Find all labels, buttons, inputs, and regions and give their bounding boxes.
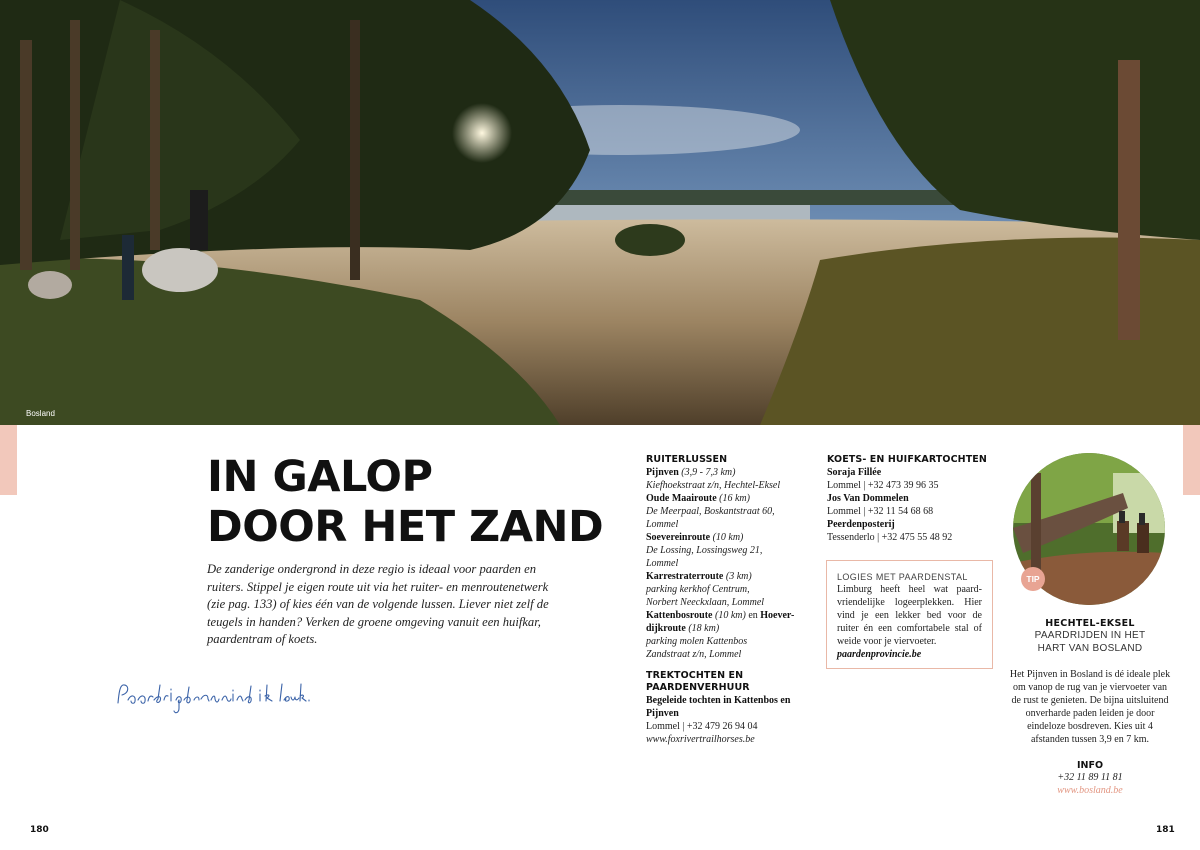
intro-paragraph: De zanderige ondergrond in deze regio is ideaal voor paarden en ruiters. Stippel je eigen route uit via het ruiter- en menroutenetwerk (zie pag. 133) of kies één van de volgende lussen. Liever niet zelf de teugels in handen? Verken de groene omgeving vanuit een huifkar, paardentram of koets. [207, 562, 549, 646]
route-address: Norbert Neeckxlaan, Lommel [646, 597, 765, 608]
tip-info-heading: INFO [1076, 760, 1104, 771]
route-address: Lommel [646, 519, 679, 530]
route-address: De Lossing, Lossingsweg 21, [646, 545, 763, 556]
trektochten-heading-1: TREKTOCHTEN EN [646, 670, 744, 681]
trektochten-heading-2: PAARDENVERHUUR [646, 682, 750, 693]
route-distance: (10 km) [714, 610, 746, 621]
route-distance: (3,9 - 7,3 km) [681, 467, 736, 478]
logies-box [826, 560, 993, 669]
left-edge-tab [0, 425, 17, 495]
koets-item [827, 466, 997, 492]
right-edge-tab [1183, 425, 1200, 495]
koets-item [827, 492, 997, 518]
logies-text: Limburg heeft heel wat paardvriendelijke logeerplekken. Hier vind je een lekker bed voor de ruiter én een comfortabele stal of weide voor je viervoeter. [837, 584, 982, 647]
route-address: parking molen Kattenbos [646, 636, 748, 647]
route-distance: (16 km) [719, 493, 750, 504]
headline-line-1: IN GALOP [207, 452, 433, 502]
route-name: Pijnven [646, 467, 679, 478]
route-name: Karrestraterroute [646, 571, 724, 582]
route-name: Kattenbosroute [646, 610, 713, 621]
koets-item [827, 518, 997, 544]
trektochten-name-2: Pijnven [646, 708, 679, 719]
route-item [646, 570, 816, 609]
page-number-right: 181 [1156, 825, 1175, 835]
koets-name: Jos Van Dommelen [827, 493, 909, 504]
logies-link[interactable]: paardenprovincie.be [837, 649, 922, 660]
handwritten-note [114, 676, 394, 716]
tip-title: HECHTEL-EKSEL [1045, 618, 1135, 629]
trektochten-website[interactable]: www.foxrivertrailhorses.be [646, 734, 755, 745]
trektochten-contact: Lommel | +32 479 26 94 04 [646, 721, 758, 732]
route-name: Oude Maairoute [646, 493, 717, 504]
koets-contact: Tessenderlo | +32 475 55 48 92 [827, 532, 953, 543]
tip-website[interactable]: www.bosland.be [1057, 785, 1123, 796]
tip-text: Het Pijnven in Bosland is dé ideale plek om vanop de rug van je viervoeter van de rust te genieten. De bijna uitsluitend onverharde paden leiden je door eindeloze bosdreven. Kies uit 4 afstanden tussen 3,9 en 7 km. [1009, 669, 1171, 745]
route-distance: (10 km) [712, 532, 744, 543]
route-item [646, 466, 816, 492]
route-and: en [748, 610, 758, 621]
route-name-2a: Hoever- [760, 610, 795, 621]
photo-caption: Bosland [26, 409, 55, 418]
route-name-2b: dijkroute [646, 623, 686, 634]
trektochten-name-1: Begeleide tochten in Kattenbos en [646, 695, 791, 706]
route-distance-2: (18 km) [688, 623, 720, 634]
koets-name: Soraja Fillée [827, 467, 882, 478]
headline [207, 452, 604, 552]
tip-phone: +32 11 89 11 81 [1057, 772, 1123, 783]
route-item [646, 492, 816, 531]
route-address: De Meerpaal, Boskantstraat 60, [646, 506, 775, 517]
route-item [646, 531, 816, 570]
koets-contact: Lommel | +32 473 39 96 35 [827, 480, 939, 491]
koets-contact: Lommel | +32 11 54 68 68 [827, 506, 934, 517]
tip-block [1007, 618, 1173, 797]
route-address: parking kerkhof Centrum, [646, 584, 750, 595]
tip-subtitle-1: PAARDRIJDEN IN HET [1034, 630, 1146, 641]
route-address: Kiefhoekstraat z/n, Hechtel-Eksel [646, 480, 781, 491]
route-distance: (3 km) [725, 571, 752, 582]
ruiterlussen-heading: RUITERLUSSEN [646, 454, 728, 465]
koets-heading: KOETS- EN HUIFKARTOCHTEN [827, 454, 987, 465]
tip-badge: TIP [1021, 567, 1045, 591]
headline-line-2: DOOR HET ZAND [207, 502, 604, 552]
ruiterlussen-column [646, 454, 816, 746]
tip-subtitle-2: HART VAN BOSLAND [1037, 643, 1143, 654]
koets-column [827, 454, 997, 544]
route-name: Soevereinroute [646, 532, 711, 543]
page-number-left: 180 [30, 825, 49, 835]
koets-name: Peerdenposterij [827, 519, 895, 530]
route-address: Zandstraat z/n, Lommel [646, 649, 742, 660]
route-item [646, 609, 816, 661]
logies-heading: LOGIES MET PAARDENSTAL [837, 572, 968, 582]
route-address: Lommel [646, 558, 679, 569]
